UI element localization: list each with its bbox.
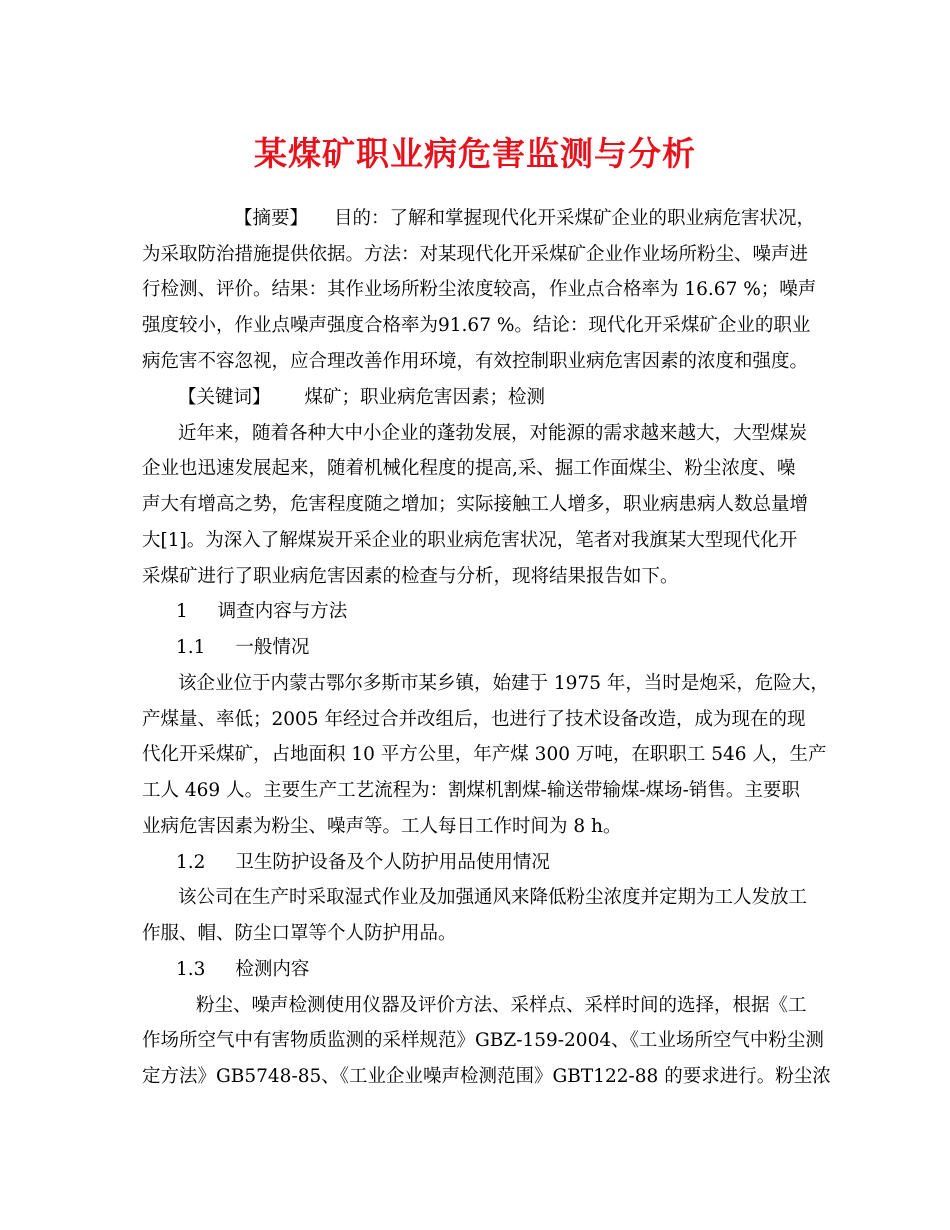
abstract-line: 行检测、评价。结果：其作业场所粉尘浓度较高，作业点合格率为 16.67 %；噪声 — [142, 279, 817, 300]
keywords-text: 煤矿；职业病危害因素；检测 — [304, 387, 546, 408]
subsection-number: 1.1 — [176, 637, 206, 658]
subsection-heading — [142, 633, 822, 663]
section-heading — [142, 597, 822, 627]
subsection-title: 一般情况 — [235, 637, 310, 658]
subsection-title: 卫生防护设备及个人防护用品使用情况 — [235, 852, 550, 873]
abstract-line: 目的：了解和掌握现代化开采煤矿企业的职业病危害状况， — [334, 208, 816, 229]
subsection-title: 检测内容 — [235, 959, 310, 980]
subsection-heading — [142, 955, 822, 985]
section-title: 调查内容与方法 — [217, 601, 348, 622]
keywords-line — [142, 383, 822, 413]
intro-line: 声大有增高之势，危害程度随之增加；实际接触工人增多，职业病患病人数总量增 — [142, 494, 809, 515]
paragraph-line: 作场所空气中有害物质监测的采样规范》GBZ-159-2004、《工业场所空气中粉尘测 — [142, 1030, 824, 1051]
subsection-number: 1.3 — [176, 959, 206, 980]
subsection-number: 1.2 — [176, 852, 206, 873]
abstract-label: 【摘要】 — [234, 208, 309, 229]
paragraph-line: 该企业位于内蒙古鄂尔多斯市某乡镇，始建于 1975 年，当时是炮采，危险大， — [178, 673, 829, 694]
paragraph-line: 粉尘、噪声检测使用仪器及评价方法、采样点、采样时间的选择，根据《工 — [196, 995, 807, 1016]
paragraph-line: 定方法》GB5748-85、《工业企业噪声检测范围》GBT122-88 的要求进行。粉尘浓 — [142, 1066, 831, 1087]
paragraph-line: 代化开采煤矿，占地面积 10 平方公里，年产煤 300 万吨，在职职工 546 人，生产 — [142, 744, 827, 765]
paragraph-line: 产煤量、率低；2005 年经过合并改组后，也进行了技术设备改造，成为现在的现 — [142, 709, 806, 730]
abstract-line: 病危害不容忽视，应合理改善作用环境，有效控制职业病危害因素的浓度和强度。 — [142, 351, 809, 372]
abstract-first-line — [142, 204, 822, 234]
paragraph-line: 该公司在生产时采取湿式作业及加强通风来降低粉尘浓度并定期为工人发放工 — [178, 887, 808, 908]
paragraph-line: 工人 469 人。主要生产工艺流程为：割煤机割煤-输送带输煤-煤场-销售。主要职 — [142, 780, 800, 801]
document-title: 某煤矿职业病危害监测与分析 — [254, 134, 696, 173]
section-number: 1 — [176, 601, 188, 622]
intro-line: 近年来，随着各种大中小企业的蓬勃发展，对能源的需求越来越大，大型煤炭 — [178, 423, 808, 444]
abstract-line: 为采取防治措施提供依据。方法：对某现代化开采煤矿企业作业场所粉尘、噪声进 — [142, 244, 809, 265]
paragraph-line: 作服、帽、防尘口罩等个人防护用品。 — [142, 923, 457, 944]
subsection-heading — [142, 848, 822, 878]
intro-line: 采煤矿进行了职业病危害因素的检查与分析，现将结果报告如下。 — [142, 566, 679, 587]
paragraph-line: 业病危害因素为粉尘、噪声等。工人每日工作时间为 8 h。 — [142, 816, 622, 837]
intro-line: 大[1]。为深入了解煤炭开采企业的职业病危害状况，笔者对我旗某大型现代化开 — [142, 530, 798, 551]
abstract-line: 强度较小，作业点噪声强度合格率为91.67 %。结论：现代化开采煤矿企业的职业 — [142, 315, 811, 336]
intro-line: 企业也迅速发展起来，随着机械化程度的提高,采、掘工作面煤尘、粉尘浓度、噪 — [142, 458, 796, 479]
keywords-label: 【关键词】 — [178, 387, 271, 408]
